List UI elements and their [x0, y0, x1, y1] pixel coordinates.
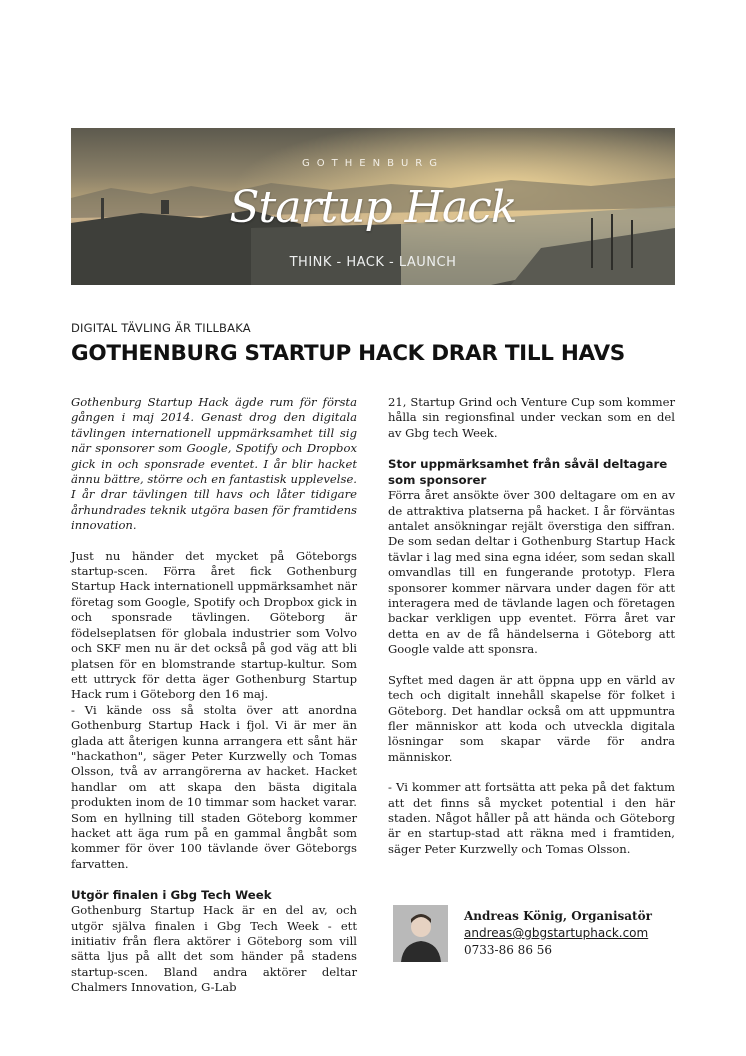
banner-title: Startup Hack — [229, 182, 517, 233]
section-subheading: Stor uppmärksamhet från såväl deltagare som sponsorer — [388, 457, 668, 488]
left-column — [71, 395, 357, 996]
body-paragraph: - Vi kommer att fortsätta att peka på det faktum att det finns så mycket potential i den här staden. Något håller på att hända och Göteborg är en startup-stad att räkna med i framtiden, säger Peter Kurzwelly och Tomas Olsson. — [388, 780, 675, 856]
contact-email-link[interactable]: andreas@gbgstartuphack.com — [464, 926, 649, 940]
body-paragraph: - Vi kände oss så stolta över att anordna Gothenburg Startup Hack i fjol. Vi är mer än glada att återigen kunna arrangera ett sånt här "hackathon", säger Peter Kurzwelly och Tomas Olsson, två av arrangörerna av hacket. Hacket handlar om att skapa den bästa digitala produkten inom de 10 timmar som hacket varar. Som en hyllning till staden Göteborg kommer hacket att äga rum på en gammal ångbåt som kommer för över 100 tävlande över Göteborgs farvatten. — [71, 702, 357, 871]
article-kicker: DIGITAL TÄVLING ÄR TILLBAKA — [71, 321, 251, 335]
lead-paragraph: Gothenburg Startup Hack ägde rum för första gången i maj 2014. Genast drog den digitala tävlingen internationell uppmärksamhet till sig när sponsorer som Google, Spotify och Dropbox gick in och sponsrade eventet. I år blir hacket ännu bättre, större och en fantastisk upplevelse. I år drar tävlingen till havs och låter tidigare århundrades teknik utgöra basen för framtidens innovation. — [71, 395, 357, 533]
banner-city-label: GOTHENBURG — [302, 158, 444, 169]
right-column — [388, 395, 675, 857]
body-paragraph: Gothenburg Startup Hack är en del av, och utgör själva finalen i Gbg Tech Week - ett initiativ från flera aktörer i Göteborg som vill sätta ljus på allt det som händer på stadens startup-scen. Bland andra aktörer deltar Chalmers Innovation, G-Lab — [71, 903, 357, 995]
contact-name: Andreas König, Organisatör — [464, 909, 652, 923]
avatar — [393, 905, 448, 962]
contact-card — [393, 905, 675, 963]
banner-tagline: THINK - HACK - LAUNCH — [289, 255, 457, 270]
section-subheading: Utgör finalen i Gbg Tech Week — [71, 888, 272, 903]
body-paragraph: Förra året ansökte över 300 deltagare om en av de attraktiva platserna på hacket. I år förväntas antalet ansökningar rejält överstiga den siffran. De som sedan deltar i Gothenburg Startup Hack tävlar i lag med sina egna idéer, som sedan skall omvandlas till en fungerande prototyp. Flera sponsorer kommer närvara under dagen för att interagera med de tävlande lagen och företagen backar verkligen upp eventet. Förra året var detta en av de få händelserna i Göteborg att Google valde att sponsra. — [388, 488, 675, 657]
article-headline: GOTHENBURG STARTUP HACK DRAR TILL HAVS — [71, 341, 625, 366]
body-paragraph: 21, Startup Grind och Venture Cup som kommer hålla sin regionsfinal under veckan som en del av Gbg tech Week. — [388, 395, 675, 440]
body-paragraph: Just nu händer det mycket på Göteborgs startup-scen. Förra året fick Gothenburg Startup Hack internationell uppmärksamhet när företag som Google, Spotify och Dropbox gick in och sponsrade tävlingen. Göteborg är födelseplatsen för globala industrier som Volvo och SKF men nu är det också på god väg att bli platsen för en blomstrande startup-kultur. Som ett uttryck för detta äger Gothenburg Startup Hack rum i Göteborg den 16 maj. — [71, 548, 357, 702]
body-paragraph: Syftet med dagen är att öppna upp en värld av tech och digitalt innehåll skapelse för folket i Göteborg. Det handlar också om att uppmuntra fler människor att koda och utveckla digitala lösningar som skapar värde för andra människor. — [388, 672, 675, 764]
contact-phone: 0733-86 86 56 — [464, 943, 553, 957]
